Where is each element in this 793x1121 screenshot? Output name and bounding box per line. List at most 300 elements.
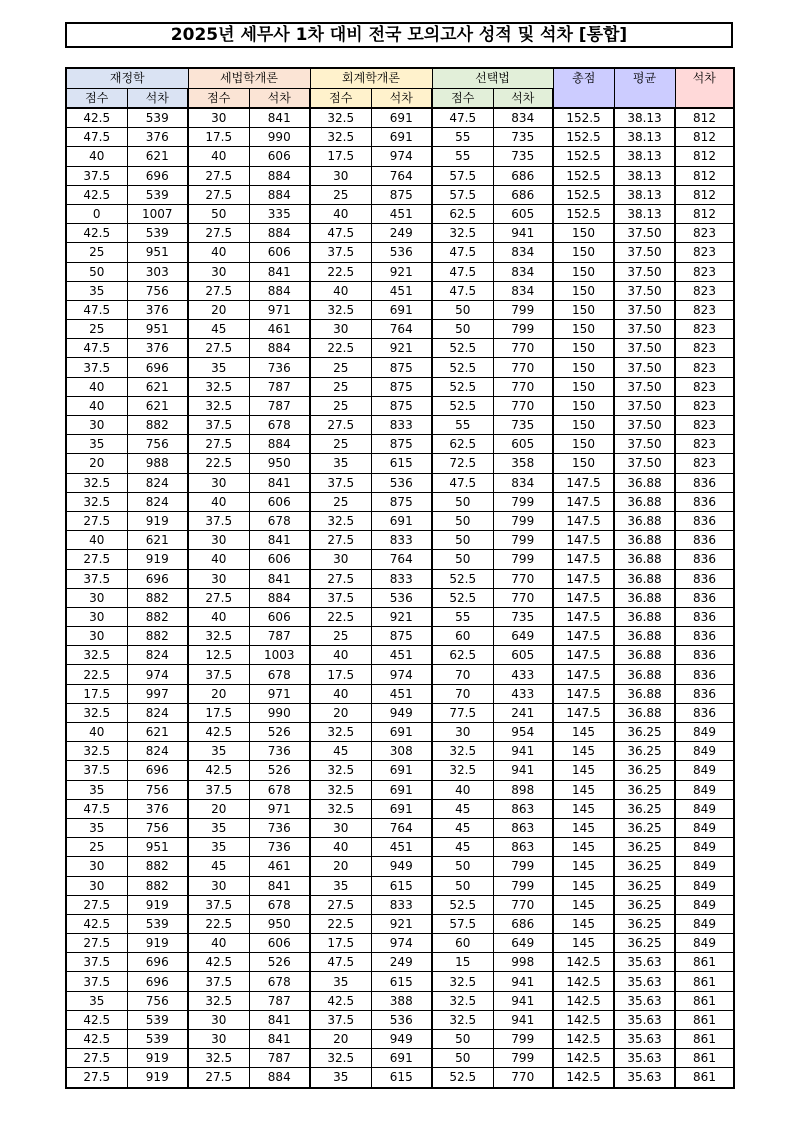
accounting-score-cell: 32.5 bbox=[310, 300, 371, 319]
accounting-rank-cell: 615 bbox=[371, 454, 432, 473]
finance-score-cell: 37.5 bbox=[66, 166, 127, 185]
accounting-score-cell: 25 bbox=[310, 358, 371, 377]
total-score-cell: 152.5 bbox=[553, 147, 614, 166]
elective-rank-cell: 799 bbox=[493, 550, 553, 569]
overall-rank-cell: 861 bbox=[675, 1010, 734, 1029]
subject-header-accounting: 회계학개론 bbox=[310, 68, 432, 89]
elective-rank-cell: 834 bbox=[493, 108, 553, 128]
finance-rank-cell: 539 bbox=[127, 1030, 188, 1049]
finance-score-cell: 25 bbox=[66, 320, 127, 339]
total-score-cell: 152.5 bbox=[553, 185, 614, 204]
overall-rank-cell: 849 bbox=[675, 799, 734, 818]
tax-law-rank-cell: 971 bbox=[249, 300, 310, 319]
table-row bbox=[66, 300, 734, 319]
average-score-cell: 36.88 bbox=[614, 684, 675, 703]
finance-rank-cell: 376 bbox=[127, 799, 188, 818]
overall-rank-cell: 861 bbox=[675, 953, 734, 972]
table-row bbox=[66, 204, 734, 223]
elective-rank-cell: 686 bbox=[493, 166, 553, 185]
overall-rank-cell: 823 bbox=[675, 377, 734, 396]
table-row bbox=[66, 339, 734, 358]
overall-rank-cell: 849 bbox=[675, 934, 734, 953]
elective-rank-cell: 770 bbox=[493, 396, 553, 415]
elective-rank-cell: 770 bbox=[493, 588, 553, 607]
overall-rank-cell: 836 bbox=[675, 511, 734, 530]
total-score-cell: 152.5 bbox=[553, 204, 614, 223]
accounting-rank-cell: 691 bbox=[371, 511, 432, 530]
score-header: 점수 bbox=[188, 89, 249, 109]
table-row bbox=[66, 128, 734, 147]
accounting-rank-cell: 691 bbox=[371, 761, 432, 780]
tax-law-rank-cell: 787 bbox=[249, 627, 310, 646]
total-score-cell: 142.5 bbox=[553, 1049, 614, 1068]
accounting-score-cell: 25 bbox=[310, 185, 371, 204]
tax-law-score-cell: 35 bbox=[188, 818, 249, 837]
average-header: 평균 bbox=[614, 68, 675, 108]
table-row bbox=[66, 857, 734, 876]
elective-score-cell: 60 bbox=[432, 627, 493, 646]
table-row bbox=[66, 108, 734, 128]
finance-rank-cell: 882 bbox=[127, 607, 188, 626]
average-score-cell: 37.50 bbox=[614, 358, 675, 377]
overall-rank-cell: 823 bbox=[675, 358, 734, 377]
tax-law-rank-cell: 461 bbox=[249, 857, 310, 876]
accounting-rank-cell: 615 bbox=[371, 876, 432, 895]
accounting-rank-cell: 875 bbox=[371, 377, 432, 396]
tax-law-score-cell: 27.5 bbox=[188, 185, 249, 204]
average-score-cell: 38.13 bbox=[614, 108, 675, 128]
tax-law-score-cell: 27.5 bbox=[188, 435, 249, 454]
table-row bbox=[66, 1049, 734, 1068]
average-score-cell: 35.63 bbox=[614, 1068, 675, 1088]
overall-rank-cell: 861 bbox=[675, 1030, 734, 1049]
overall-rank-cell: 836 bbox=[675, 684, 734, 703]
table-row bbox=[66, 684, 734, 703]
tax-law-score-cell: 37.5 bbox=[188, 972, 249, 991]
elective-rank-cell: 834 bbox=[493, 281, 553, 300]
tax-law-score-cell: 27.5 bbox=[188, 339, 249, 358]
elective-rank-cell: 799 bbox=[493, 511, 553, 530]
tax-law-rank-cell: 526 bbox=[249, 953, 310, 972]
tax-law-score-cell: 27.5 bbox=[188, 166, 249, 185]
average-score-cell: 36.88 bbox=[614, 607, 675, 626]
tax-law-rank-cell: 787 bbox=[249, 1049, 310, 1068]
accounting-score-cell: 25 bbox=[310, 627, 371, 646]
finance-rank-cell: 376 bbox=[127, 300, 188, 319]
finance-score-cell: 42.5 bbox=[66, 1030, 127, 1049]
grades-table-body bbox=[66, 108, 734, 1088]
accounting-rank-cell: 691 bbox=[371, 1049, 432, 1068]
elective-score-cell: 32.5 bbox=[432, 761, 493, 780]
table-row bbox=[66, 569, 734, 588]
overall-rank-cell: 836 bbox=[675, 607, 734, 626]
average-score-cell: 36.88 bbox=[614, 703, 675, 722]
accounting-rank-cell: 451 bbox=[371, 204, 432, 223]
elective-rank-cell: 799 bbox=[493, 492, 553, 511]
accounting-rank-cell: 691 bbox=[371, 723, 432, 742]
tax-law-rank-cell: 606 bbox=[249, 243, 310, 262]
table-row bbox=[66, 607, 734, 626]
finance-rank-cell: 756 bbox=[127, 818, 188, 837]
accounting-rank-cell: 308 bbox=[371, 742, 432, 761]
elective-rank-cell: 941 bbox=[493, 1010, 553, 1029]
finance-rank-cell: 882 bbox=[127, 588, 188, 607]
accounting-rank-cell: 974 bbox=[371, 934, 432, 953]
tax-law-rank-cell: 335 bbox=[249, 204, 310, 223]
finance-score-cell: 25 bbox=[66, 243, 127, 262]
finance-rank-cell: 621 bbox=[127, 147, 188, 166]
finance-rank-cell: 539 bbox=[127, 224, 188, 243]
finance-rank-cell: 882 bbox=[127, 857, 188, 876]
tax-law-score-cell: 32.5 bbox=[188, 377, 249, 396]
accounting-score-cell: 35 bbox=[310, 876, 371, 895]
average-score-cell: 36.88 bbox=[614, 627, 675, 646]
rank-header: 석차 bbox=[127, 89, 188, 109]
overall-rank-cell: 812 bbox=[675, 147, 734, 166]
total-score-cell: 142.5 bbox=[553, 1030, 614, 1049]
overall-rank-cell: 823 bbox=[675, 300, 734, 319]
tax-law-rank-cell: 990 bbox=[249, 128, 310, 147]
tax-law-rank-cell: 736 bbox=[249, 818, 310, 837]
overall-rank-cell: 823 bbox=[675, 320, 734, 339]
total-score-cell: 147.5 bbox=[553, 569, 614, 588]
finance-rank-cell: 997 bbox=[127, 684, 188, 703]
tax-law-score-cell: 37.5 bbox=[188, 665, 249, 684]
accounting-rank-cell: 875 bbox=[371, 435, 432, 454]
finance-rank-cell: 951 bbox=[127, 243, 188, 262]
elective-score-cell: 50 bbox=[432, 550, 493, 569]
accounting-rank-cell: 536 bbox=[371, 588, 432, 607]
overall-rank-cell: 836 bbox=[675, 473, 734, 492]
finance-score-cell: 47.5 bbox=[66, 300, 127, 319]
tax-law-score-cell: 27.5 bbox=[188, 224, 249, 243]
average-score-cell: 36.25 bbox=[614, 876, 675, 895]
tax-law-score-cell: 22.5 bbox=[188, 454, 249, 473]
finance-score-cell: 40 bbox=[66, 723, 127, 742]
accounting-score-cell: 17.5 bbox=[310, 147, 371, 166]
accounting-rank-cell: 691 bbox=[371, 300, 432, 319]
finance-rank-cell: 951 bbox=[127, 320, 188, 339]
accounting-rank-cell: 833 bbox=[371, 569, 432, 588]
finance-score-cell: 30 bbox=[66, 876, 127, 895]
tax-law-score-cell: 40 bbox=[188, 492, 249, 511]
total-score-cell: 145 bbox=[553, 723, 614, 742]
elective-rank-cell: 735 bbox=[493, 416, 553, 435]
tax-law-score-cell: 30 bbox=[188, 1030, 249, 1049]
accounting-score-cell: 25 bbox=[310, 396, 371, 415]
finance-score-cell: 22.5 bbox=[66, 665, 127, 684]
tax-law-rank-cell: 678 bbox=[249, 972, 310, 991]
elective-score-cell: 50 bbox=[432, 876, 493, 895]
tax-law-rank-cell: 884 bbox=[249, 281, 310, 300]
average-score-cell: 36.25 bbox=[614, 799, 675, 818]
finance-score-cell: 27.5 bbox=[66, 511, 127, 530]
finance-score-cell: 27.5 bbox=[66, 1049, 127, 1068]
accounting-score-cell: 30 bbox=[310, 320, 371, 339]
overall-rank-cell: 849 bbox=[675, 876, 734, 895]
total-score-cell: 147.5 bbox=[553, 511, 614, 530]
elective-score-cell: 45 bbox=[432, 799, 493, 818]
accounting-score-cell: 40 bbox=[310, 646, 371, 665]
table-row bbox=[66, 895, 734, 914]
accounting-score-cell: 20 bbox=[310, 857, 371, 876]
tax-law-rank-cell: 736 bbox=[249, 838, 310, 857]
average-score-cell: 36.25 bbox=[614, 914, 675, 933]
elective-score-cell: 62.5 bbox=[432, 646, 493, 665]
tax-law-score-cell: 40 bbox=[188, 550, 249, 569]
table-row bbox=[66, 185, 734, 204]
table-row bbox=[66, 1030, 734, 1049]
accounting-rank-cell: 388 bbox=[371, 991, 432, 1010]
accounting-score-cell: 40 bbox=[310, 204, 371, 223]
average-score-cell: 35.63 bbox=[614, 1030, 675, 1049]
overall-rank-cell: 823 bbox=[675, 454, 734, 473]
accounting-score-cell: 27.5 bbox=[310, 416, 371, 435]
accounting-score-cell: 25 bbox=[310, 435, 371, 454]
elective-score-cell: 50 bbox=[432, 492, 493, 511]
overall-rank-cell: 812 bbox=[675, 185, 734, 204]
overall-rank-cell: 849 bbox=[675, 780, 734, 799]
overall-rank-cell: 823 bbox=[675, 262, 734, 281]
table-row bbox=[66, 1010, 734, 1029]
accounting-score-cell: 22.5 bbox=[310, 339, 371, 358]
accounting-score-cell: 40 bbox=[310, 281, 371, 300]
overall-rank-cell: 861 bbox=[675, 991, 734, 1010]
finance-score-cell: 30 bbox=[66, 416, 127, 435]
elective-score-cell: 55 bbox=[432, 147, 493, 166]
elective-score-cell: 32.5 bbox=[432, 972, 493, 991]
elective-score-cell: 32.5 bbox=[432, 742, 493, 761]
tax-law-score-cell: 37.5 bbox=[188, 416, 249, 435]
elective-score-cell: 57.5 bbox=[432, 185, 493, 204]
elective-rank-cell: 770 bbox=[493, 358, 553, 377]
total-score-cell: 152.5 bbox=[553, 108, 614, 128]
elective-rank-cell: 735 bbox=[493, 607, 553, 626]
tax-law-score-cell: 40 bbox=[188, 934, 249, 953]
finance-rank-cell: 919 bbox=[127, 511, 188, 530]
accounting-score-cell: 37.5 bbox=[310, 473, 371, 492]
tax-law-rank-cell: 736 bbox=[249, 358, 310, 377]
average-score-cell: 35.63 bbox=[614, 953, 675, 972]
finance-score-cell: 40 bbox=[66, 147, 127, 166]
elective-score-cell: 57.5 bbox=[432, 914, 493, 933]
finance-rank-cell: 303 bbox=[127, 262, 188, 281]
elective-rank-cell: 241 bbox=[493, 703, 553, 722]
total-score-cell: 142.5 bbox=[553, 972, 614, 991]
table-row bbox=[66, 511, 734, 530]
accounting-score-cell: 27.5 bbox=[310, 531, 371, 550]
elective-rank-cell: 799 bbox=[493, 531, 553, 550]
total-score-cell: 147.5 bbox=[553, 473, 614, 492]
overall-rank-cell: 836 bbox=[675, 492, 734, 511]
table-row bbox=[66, 358, 734, 377]
finance-rank-cell: 376 bbox=[127, 128, 188, 147]
elective-score-cell: 62.5 bbox=[432, 204, 493, 223]
accounting-score-cell: 32.5 bbox=[310, 1049, 371, 1068]
elective-rank-cell: 770 bbox=[493, 1068, 553, 1088]
table-row bbox=[66, 876, 734, 895]
elective-score-cell: 47.5 bbox=[432, 281, 493, 300]
total-score-cell: 147.5 bbox=[553, 492, 614, 511]
finance-score-cell: 27.5 bbox=[66, 895, 127, 914]
tax-law-score-cell: 20 bbox=[188, 684, 249, 703]
tax-law-score-cell: 12.5 bbox=[188, 646, 249, 665]
total-score-cell: 145 bbox=[553, 780, 614, 799]
elective-score-cell: 50 bbox=[432, 1049, 493, 1068]
accounting-score-cell: 37.5 bbox=[310, 243, 371, 262]
accounting-score-cell: 22.5 bbox=[310, 607, 371, 626]
finance-rank-cell: 824 bbox=[127, 646, 188, 665]
overall-rank-cell: 849 bbox=[675, 818, 734, 837]
elective-rank-cell: 799 bbox=[493, 1030, 553, 1049]
table-row bbox=[66, 838, 734, 857]
accounting-rank-cell: 949 bbox=[371, 703, 432, 722]
elective-score-cell: 52.5 bbox=[432, 339, 493, 358]
finance-score-cell: 50 bbox=[66, 262, 127, 281]
finance-rank-cell: 919 bbox=[127, 934, 188, 953]
total-score-cell: 150 bbox=[553, 339, 614, 358]
finance-rank-cell: 824 bbox=[127, 742, 188, 761]
tax-law-score-cell: 35 bbox=[188, 742, 249, 761]
accounting-rank-cell: 536 bbox=[371, 243, 432, 262]
tax-law-score-cell: 20 bbox=[188, 799, 249, 818]
accounting-score-cell: 32.5 bbox=[310, 761, 371, 780]
overall-rank-cell: 849 bbox=[675, 838, 734, 857]
elective-rank-cell: 770 bbox=[493, 569, 553, 588]
finance-rank-cell: 824 bbox=[127, 703, 188, 722]
elective-rank-cell: 799 bbox=[493, 857, 553, 876]
finance-rank-cell: 974 bbox=[127, 665, 188, 684]
average-score-cell: 37.50 bbox=[614, 243, 675, 262]
elective-rank-cell: 433 bbox=[493, 684, 553, 703]
table-row bbox=[66, 703, 734, 722]
accounting-score-cell: 35 bbox=[310, 972, 371, 991]
finance-rank-cell: 696 bbox=[127, 166, 188, 185]
finance-score-cell: 27.5 bbox=[66, 934, 127, 953]
accounting-rank-cell: 875 bbox=[371, 396, 432, 415]
average-score-cell: 36.88 bbox=[614, 511, 675, 530]
average-score-cell: 37.50 bbox=[614, 396, 675, 415]
total-score-cell: 150 bbox=[553, 224, 614, 243]
overall-rank-cell: 823 bbox=[675, 243, 734, 262]
finance-rank-cell: 756 bbox=[127, 780, 188, 799]
accounting-rank-cell: 691 bbox=[371, 108, 432, 128]
tax-law-rank-cell: 736 bbox=[249, 742, 310, 761]
average-score-cell: 38.13 bbox=[614, 204, 675, 223]
accounting-rank-cell: 451 bbox=[371, 281, 432, 300]
table-row bbox=[66, 473, 734, 492]
accounting-score-cell: 37.5 bbox=[310, 1010, 371, 1029]
tax-law-rank-cell: 606 bbox=[249, 934, 310, 953]
finance-rank-cell: 919 bbox=[127, 1049, 188, 1068]
elective-score-cell: 47.5 bbox=[432, 243, 493, 262]
tax-law-score-cell: 35 bbox=[188, 358, 249, 377]
score-header: 점수 bbox=[310, 89, 371, 109]
accounting-score-cell: 30 bbox=[310, 550, 371, 569]
finance-score-cell: 25 bbox=[66, 838, 127, 857]
accounting-rank-cell: 974 bbox=[371, 147, 432, 166]
elective-rank-cell: 770 bbox=[493, 339, 553, 358]
elective-score-cell: 47.5 bbox=[432, 108, 493, 128]
total-score-cell: 145 bbox=[553, 838, 614, 857]
average-score-cell: 38.13 bbox=[614, 166, 675, 185]
tax-law-rank-cell: 606 bbox=[249, 147, 310, 166]
elective-score-cell: 77.5 bbox=[432, 703, 493, 722]
finance-score-cell: 42.5 bbox=[66, 108, 127, 128]
elective-score-cell: 55 bbox=[432, 128, 493, 147]
tax-law-rank-cell: 841 bbox=[249, 1010, 310, 1029]
elective-score-cell: 50 bbox=[432, 511, 493, 530]
table-row bbox=[66, 281, 734, 300]
elective-score-cell: 72.5 bbox=[432, 454, 493, 473]
table-row bbox=[66, 435, 734, 454]
table-row bbox=[66, 665, 734, 684]
tax-law-rank-cell: 526 bbox=[249, 761, 310, 780]
accounting-score-cell: 32.5 bbox=[310, 799, 371, 818]
elective-rank-cell: 799 bbox=[493, 876, 553, 895]
overall-rank-cell: 861 bbox=[675, 1049, 734, 1068]
overall-rank-cell: 849 bbox=[675, 742, 734, 761]
elective-rank-cell: 686 bbox=[493, 914, 553, 933]
elective-score-cell: 45 bbox=[432, 838, 493, 857]
total-score-cell: 145 bbox=[553, 934, 614, 953]
average-score-cell: 36.88 bbox=[614, 531, 675, 550]
accounting-score-cell: 30 bbox=[310, 166, 371, 185]
finance-score-cell: 32.5 bbox=[66, 703, 127, 722]
accounting-score-cell: 45 bbox=[310, 742, 371, 761]
average-score-cell: 37.50 bbox=[614, 262, 675, 281]
elective-score-cell: 52.5 bbox=[432, 396, 493, 415]
overall-rank-cell: 861 bbox=[675, 1068, 734, 1088]
tax-law-rank-cell: 526 bbox=[249, 723, 310, 742]
total-score-cell: 147.5 bbox=[553, 665, 614, 684]
total-score-cell: 147.5 bbox=[553, 646, 614, 665]
finance-rank-cell: 1007 bbox=[127, 204, 188, 223]
total-score-cell: 147.5 bbox=[553, 627, 614, 646]
finance-rank-cell: 621 bbox=[127, 531, 188, 550]
tax-law-score-cell: 32.5 bbox=[188, 396, 249, 415]
finance-rank-cell: 824 bbox=[127, 473, 188, 492]
elective-rank-cell: 799 bbox=[493, 1049, 553, 1068]
total-score-cell: 147.5 bbox=[553, 531, 614, 550]
elective-rank-cell: 358 bbox=[493, 454, 553, 473]
average-score-cell: 37.50 bbox=[614, 300, 675, 319]
average-score-cell: 38.13 bbox=[614, 185, 675, 204]
finance-score-cell: 47.5 bbox=[66, 339, 127, 358]
accounting-rank-cell: 249 bbox=[371, 224, 432, 243]
elective-rank-cell: 433 bbox=[493, 665, 553, 684]
average-score-cell: 36.25 bbox=[614, 780, 675, 799]
elective-score-cell: 52.5 bbox=[432, 895, 493, 914]
accounting-rank-cell: 949 bbox=[371, 857, 432, 876]
table-row bbox=[66, 934, 734, 953]
tax-law-score-cell: 30 bbox=[188, 262, 249, 281]
overall-rank-cell: 823 bbox=[675, 281, 734, 300]
average-score-cell: 36.25 bbox=[614, 742, 675, 761]
accounting-rank-cell: 921 bbox=[371, 339, 432, 358]
accounting-score-cell: 32.5 bbox=[310, 511, 371, 530]
average-score-cell: 36.88 bbox=[614, 550, 675, 569]
tax-law-score-cell: 27.5 bbox=[188, 588, 249, 607]
table-row bbox=[66, 742, 734, 761]
total-score-cell: 150 bbox=[553, 377, 614, 396]
elective-rank-cell: 686 bbox=[493, 185, 553, 204]
finance-rank-cell: 882 bbox=[127, 416, 188, 435]
total-score-cell: 147.5 bbox=[553, 550, 614, 569]
overall-rank-cell: 812 bbox=[675, 166, 734, 185]
elective-score-cell: 32.5 bbox=[432, 224, 493, 243]
elective-score-cell: 70 bbox=[432, 665, 493, 684]
